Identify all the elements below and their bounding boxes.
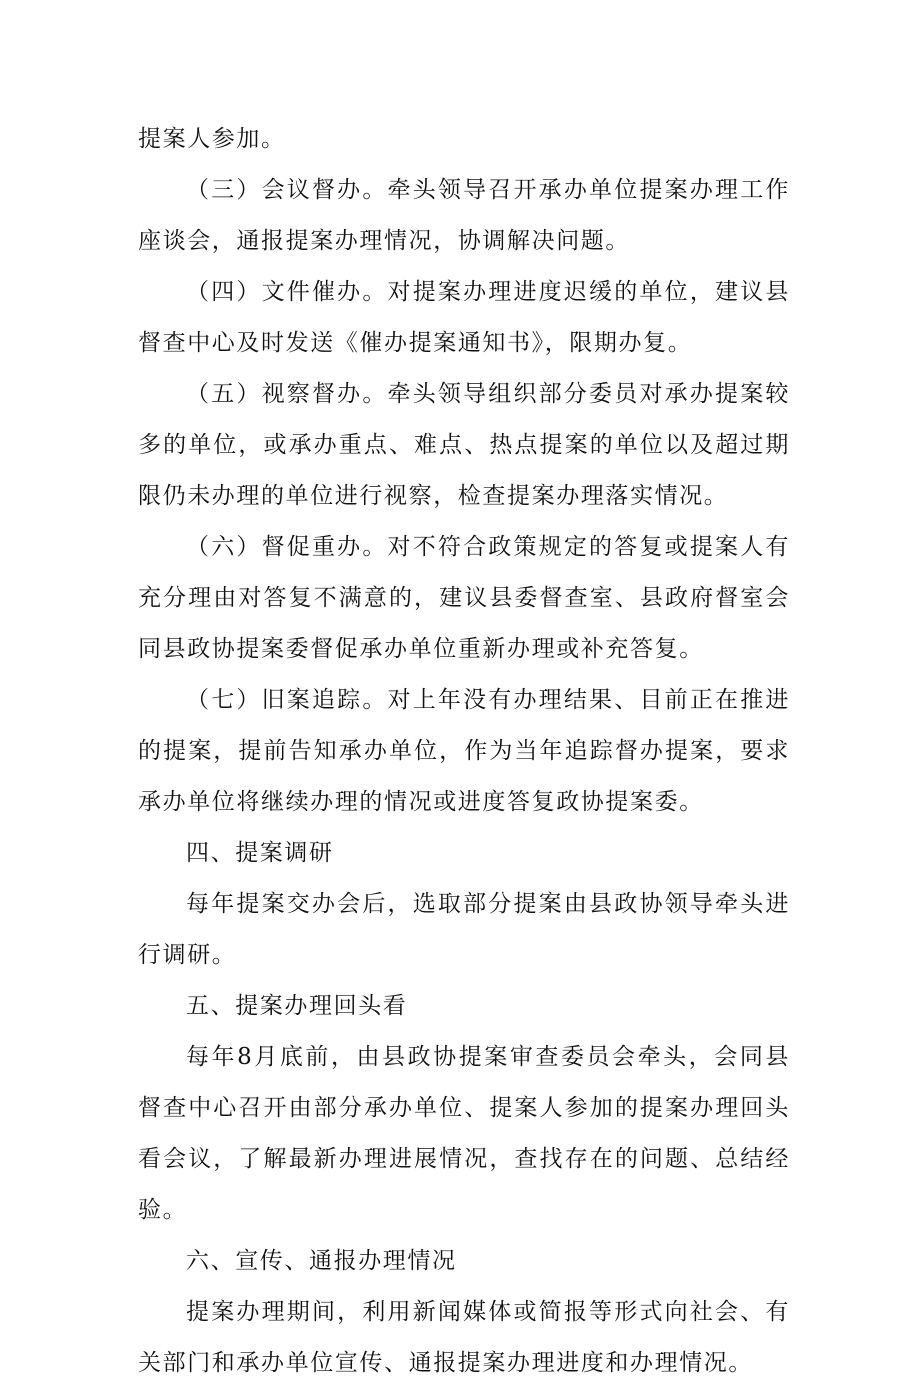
paragraph: （三）会议督办。牵头领导召开承办单位提案办理工作座谈会，通报提案办理情况，协调解决问题。	[138, 177, 790, 254]
paragraph: （四）文件催办。对提案办理进度迟缓的单位，建议县督查中心及时发送《催办提案通知书》，限期办复。	[138, 279, 790, 356]
paragraph: （五）视察督办。牵头领导组织部分委员对承办提案较多的单位，或承办重点、难点、热点提案的单位以及超过期限仍未办理的单位进行视察，检查提案办理落实情况。	[138, 381, 790, 509]
section-heading: 五、提案办理回头看	[186, 993, 408, 1019]
paragraph: 每年8月底前，由县政协提案审查委员会牵头，会同县督查中心召开由部分承办单位、提案人参加的提案办理回头看会议，了解最新办理进展情况，查找存在的问题、总结经验。	[138, 1044, 790, 1223]
paragraph: 提案人参加。	[138, 126, 286, 152]
paragraph: 每年提案交办会后，选取部分提案由县政协领导牵头进行调研。	[138, 891, 790, 968]
paragraph: （六）督促重办。对不符合政策规定的答复或提案人有充分理由对答复不满意的，建议县委督查室、县政府督室会同县政协提案委督促承办单位重新办理或补充答复。	[138, 534, 790, 662]
section-heading: 六、宣传、通报办理情况	[186, 1248, 457, 1274]
paragraph: （七）旧案追踪。对上年没有办理结果、目前正在推进的提案，提前告知承办单位，作为当年追踪督办提案，要求承办单位将继续办理的情况或进度答复政协提案委。	[138, 687, 790, 815]
paragraph: 提案办理期间，利用新闻媒体或简报等形式向社会、有关部门和承办单位宣传、通报提案办理进度和办理情况。	[138, 1299, 790, 1376]
document-body	[138, 114, 790, 1389]
section-heading: 四、提案调研	[186, 840, 334, 866]
